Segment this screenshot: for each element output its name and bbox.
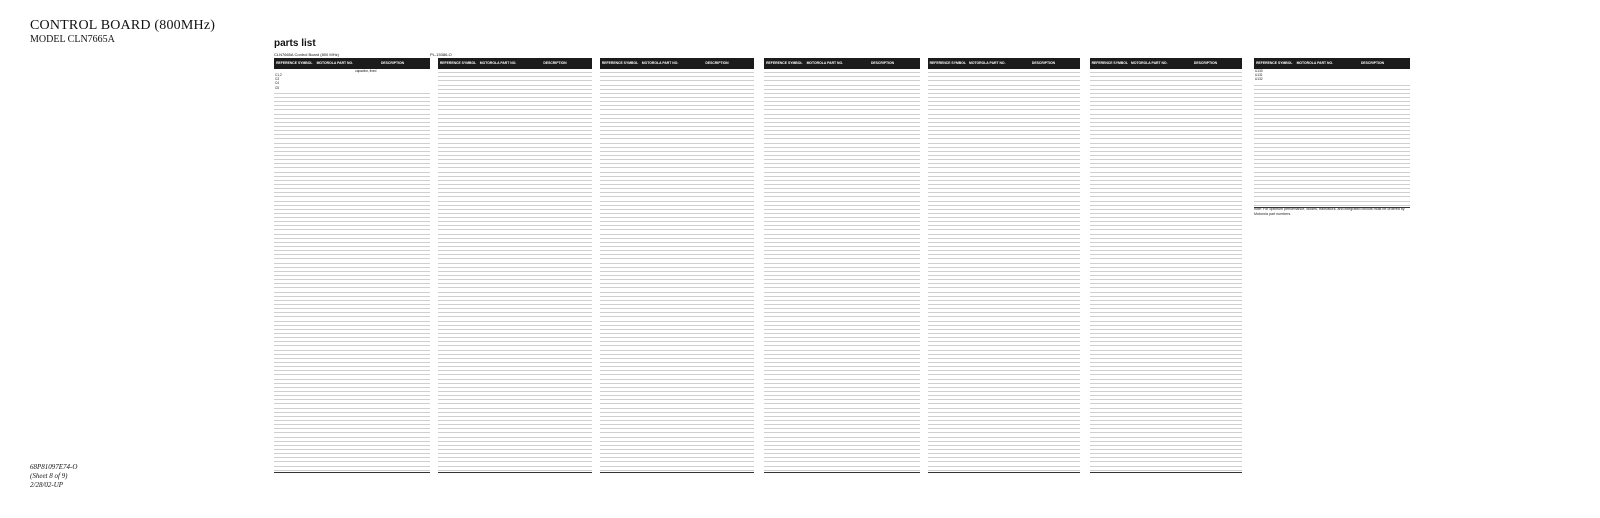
header-description: DESCRIPTION (543, 60, 567, 65)
header-reference-symbol: REFERENCE SYMBOL (1256, 60, 1293, 65)
table-header (1090, 58, 1242, 69)
header-part-number: MOTOROLA PART NO. (806, 60, 844, 65)
header-reference-symbol: REFERENCE SYMBOL (766, 60, 803, 65)
table-rows (764, 69, 920, 471)
table-rows (438, 69, 592, 471)
header-description: DESCRIPTION (1193, 60, 1218, 65)
header-description: DESCRIPTION (870, 60, 895, 65)
table-row-line (1254, 202, 1410, 206)
header-description: DESCRIPTION (1360, 60, 1385, 65)
parts-column-1 (274, 58, 430, 473)
header-part-number: MOTOROLA PART NO. (479, 60, 517, 65)
part-number (1295, 77, 1336, 81)
table-row-line (928, 467, 1080, 471)
header-reference-symbol: REFERENCE SYMBOL (929, 60, 966, 65)
table-header (764, 58, 920, 69)
table-row-line (438, 467, 592, 471)
header-part-number: MOTOROLA PART NO. (1296, 60, 1334, 65)
column-end-rule (928, 472, 1080, 473)
footer-block (30, 463, 77, 490)
table-row-line (274, 467, 430, 471)
part-description (355, 86, 430, 90)
table-rows (274, 69, 430, 471)
table-header (600, 58, 754, 69)
table-row (1254, 77, 1410, 81)
column-end-rule (764, 472, 920, 473)
part-description (1335, 77, 1410, 81)
ordering-note: note: For optimum performance, diodes, transistors, and integrated circuits must be ordered by Motorola part numbers. (1254, 207, 1405, 216)
table-rows (928, 69, 1080, 471)
parts-list-heading: parts list (274, 38, 316, 49)
header-reference-symbol: REFERENCE SYMBOL (601, 60, 639, 65)
reference-symbol: C1,2 (275, 73, 282, 78)
header-part-number: MOTOROLA PART NO. (641, 60, 679, 65)
footer-line: (Sheet 8 of 9) (30, 472, 68, 480)
reference-symbol: U131 (1255, 73, 1263, 78)
header-part-number: MOTOROLA PART NO. (316, 60, 354, 65)
table-header (928, 58, 1080, 69)
table-row-line (764, 467, 920, 471)
table-row-line (1090, 467, 1242, 471)
parts-column-2 (438, 58, 592, 473)
column-end-rule (438, 472, 592, 473)
header-description: DESCRIPTION (1031, 60, 1056, 65)
column-end-rule (600, 472, 754, 473)
reference-symbol: U132 (1255, 77, 1263, 82)
header-description: DESCRIPTION (380, 60, 405, 65)
parts-column-6 (1090, 58, 1242, 473)
parts-column-4 (764, 58, 920, 473)
table-rows (1254, 69, 1410, 206)
header-reference-symbol: REFERENCE SYMBOL (1091, 60, 1128, 65)
part-description: capacitor, fixed (355, 69, 377, 73)
model-number: MODEL CLN7665A (30, 34, 115, 45)
table-header (1254, 58, 1410, 69)
reference-symbol: U130 (1255, 69, 1263, 73)
footer-line: 2/28/02-UP (30, 481, 64, 489)
reference-symbol: C5 (275, 85, 280, 90)
table-header (438, 58, 592, 69)
header-part-number: MOTOROLA PART NO. (1131, 60, 1168, 65)
table-rows (600, 69, 754, 471)
part-number (315, 86, 356, 90)
parts-list-subheading: CLN7665A Control Board (800 MHz) (274, 52, 339, 57)
column-end-rule (1090, 472, 1242, 473)
column-end-rule (274, 472, 430, 473)
reference-symbol: C3 (275, 77, 280, 82)
parts-column-7 (1254, 58, 1410, 208)
parts-column-3 (600, 58, 754, 473)
parts-column-5 (928, 58, 1080, 473)
table-header (274, 58, 430, 69)
header-part-number: MOTOROLA PART NO. (969, 60, 1006, 65)
table-row (274, 86, 430, 90)
document-title: CONTROL BOARD (800MHz) (30, 18, 216, 33)
footer-line: 68P81097E74-O (30, 463, 78, 471)
header-reference-symbol: REFERENCE SYMBOL (439, 60, 477, 65)
table-row-line (600, 467, 754, 471)
header-description: DESCRIPTION (705, 60, 729, 65)
table-rows (1090, 69, 1242, 471)
header-reference-symbol: REFERENCE SYMBOL (276, 60, 313, 65)
document-number: PL-15386-O (430, 52, 452, 57)
reference-symbol: C4 (275, 81, 280, 86)
